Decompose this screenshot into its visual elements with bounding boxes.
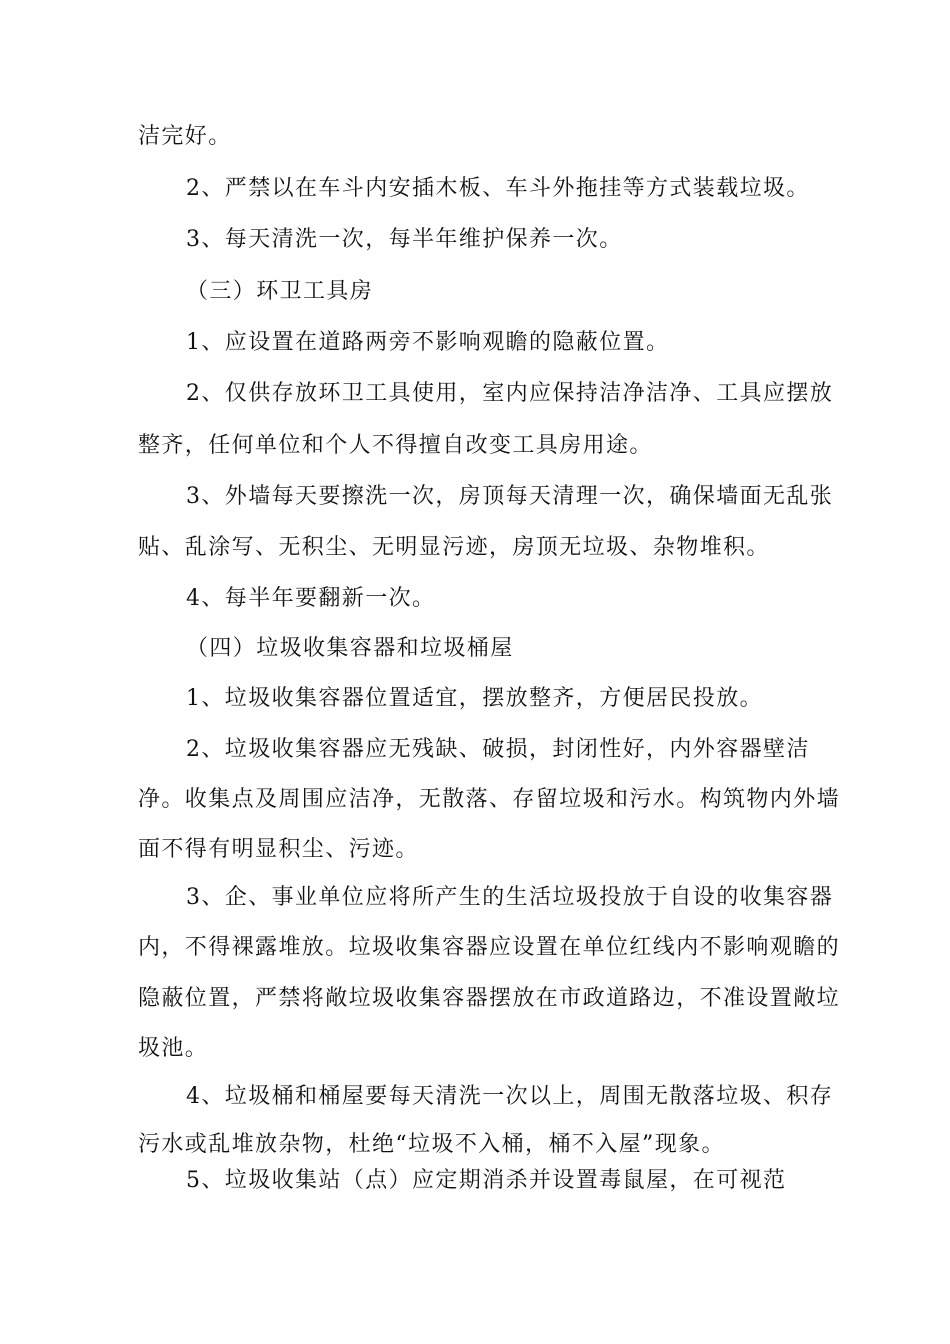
text-line: 3、外墙每天要擦洗一次，房顶每天清理一次，确保墙面无乱张 <box>186 484 834 509</box>
text-line: 洁完好。 <box>138 124 232 149</box>
text-line: 5、垃圾收集站（点）应定期消杀并设置毒鼠屋，在可视范 <box>186 1168 787 1193</box>
text-line: 3、每天清洗一次，每半年维护保养一次。 <box>186 227 623 252</box>
text-line: 1、应设置在道路两旁不影响观瞻的隐蔽位置。 <box>186 330 670 355</box>
section-heading: （三）环卫工具房 <box>186 279 374 304</box>
text-line: 净。收集点及周围应洁净，无散落、存留垃圾和污水。构筑物内外墙 <box>138 787 841 812</box>
section-heading: （四）垃圾收集容器和垃圾桶屋 <box>186 636 514 661</box>
text-line: 2、垃圾收集容器应无残缺、破损，封闭性好，内外容器壁洁 <box>186 737 810 762</box>
text-line: 1、垃圾收集容器位置适宜，摆放整齐，方便居民投放。 <box>186 686 763 711</box>
text-line: 面不得有明显积尘、污迹。 <box>138 837 419 862</box>
text-line: 内，不得裸露堆放。垃圾收集容器应设置在单位红线内不影响观瞻的 <box>138 935 841 960</box>
text-line: 3、企、事业单位应将所产生的生活垃圾投放于自设的收集容器 <box>186 885 834 910</box>
text-line: 4、垃圾桶和桶屋要每天清洗一次以上，周围无散落垃圾、积存 <box>186 1084 834 1109</box>
text-line: 2、严禁以在车斗内安插木板、车斗外拖挂等方式装载垃圾。 <box>186 176 810 201</box>
text-line: 圾池。 <box>138 1036 209 1061</box>
text-line: 贴、乱涂写、无积尘、无明显污迹，房顶无垃圾、杂物堆积。 <box>138 535 770 560</box>
text-line: 污水或乱堆放杂物，杜绝“垃圾不入桶，桶不入屋”现象。 <box>138 1132 725 1157</box>
text-line: 2、仅供存放环卫工具使用，室内应保持洁净洁净、工具应摆放 <box>186 381 834 406</box>
text-line: 整齐，任何单位和个人不得擅自改变工具房用途。 <box>138 433 653 458</box>
text-line: 隐蔽位置，严禁将敞垃圾收集容器摆放在市政道路边，不准设置敞垃 <box>138 986 841 1011</box>
text-line: 4、每半年要翻新一次。 <box>186 586 436 611</box>
